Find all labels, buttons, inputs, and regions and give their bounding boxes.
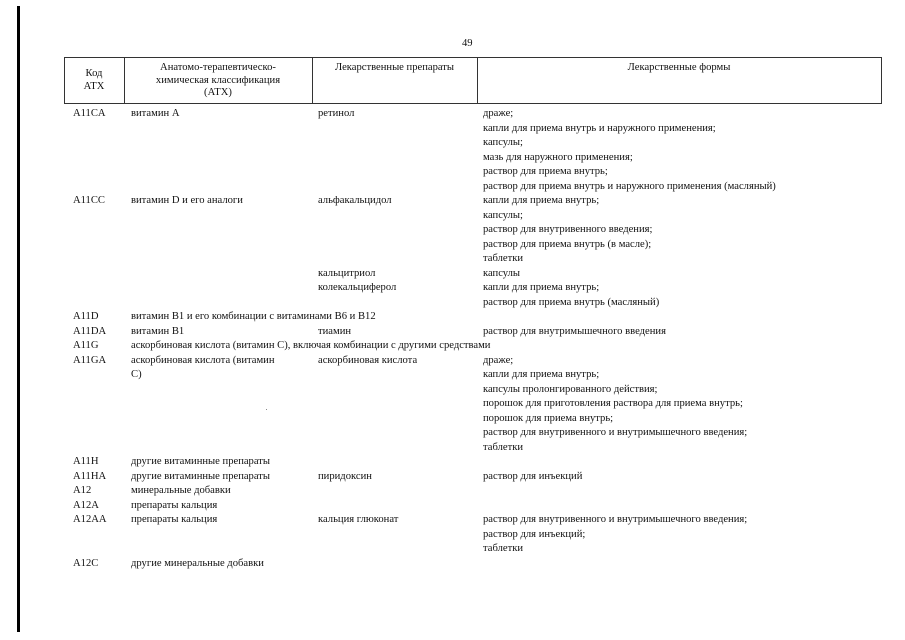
- atc-code: A11CA: [73, 108, 106, 119]
- atc-code: A11H: [73, 456, 99, 467]
- header-drugs-line: Лекарственные препараты: [334, 62, 455, 73]
- drug-name: колекальциферол: [318, 282, 397, 293]
- binder-edge-bar: [17, 6, 20, 632]
- dosage-form: капсулы пролонгированного действия;: [483, 383, 658, 395]
- atc-classification: витамин А: [131, 108, 180, 119]
- dosage-form: капсулы: [483, 267, 521, 279]
- drug-name: тиамин: [318, 325, 352, 337]
- atc-code: A12AA: [73, 514, 107, 525]
- dosage-form: драже;: [483, 108, 514, 119]
- atc-classification: витамин B1 и его комбинации с витаминами B6 и B12: [131, 311, 376, 322]
- dosage-form: драже;: [483, 354, 514, 366]
- atc-code: A12C: [73, 557, 99, 569]
- atc-classification: другие витаминные препараты: [131, 456, 271, 467]
- dosage-form: таблетки: [483, 441, 524, 453]
- header-code: [64, 68, 124, 93]
- header-dosage-forms: [477, 62, 881, 75]
- dosage-form: порошок для приготовления раствора для приема внутрь;: [483, 398, 743, 409]
- drug-name: кальция глюконат: [318, 514, 399, 525]
- dosage-form: раствор для приема внутрь (масляный): [483, 296, 660, 308]
- header-forms-line: Лекарственные формы: [627, 62, 731, 73]
- atc-code: A12A: [73, 499, 99, 511]
- drug-name: ретинол: [318, 108, 355, 119]
- header-bottom-border: [64, 103, 882, 104]
- header-drugs: [312, 62, 477, 75]
- dosage-form: раствор для инъекций: [483, 470, 583, 482]
- atc-classification: препараты кальция: [131, 499, 218, 511]
- page-number: 49: [462, 38, 473, 49]
- atc-code: A11D: [73, 311, 99, 322]
- atc-code: A11CC: [73, 195, 105, 206]
- dosage-form: капли для приема внутрь и наружного применения;: [483, 122, 716, 134]
- dosage-form: капсулы;: [483, 137, 523, 148]
- header-atc-line: (АТХ): [204, 87, 232, 98]
- drug-name: альфакальцидол: [318, 195, 392, 206]
- atc-classification: аскорбиновая кислота (витамин С), включая комбинации с другими средствами: [131, 340, 491, 351]
- atc-classification: витамин D и его аналоги: [131, 195, 243, 206]
- atc-classification: препараты кальция: [131, 514, 218, 525]
- drug-name: пиридоксин: [318, 470, 372, 482]
- dosage-form: раствор для внутривенного и внутримышечного введения;: [483, 514, 748, 525]
- dosage-form: раствор для приема внутрь и наружного применения (масляный): [483, 180, 776, 192]
- dosage-form: раствор для приема внутрь;: [483, 166, 608, 177]
- atc-classification: другие витаминные препараты: [131, 470, 271, 482]
- dosage-form: раствор для внутривенного введения;: [483, 224, 653, 235]
- atc-code: A11GA: [73, 354, 107, 366]
- dosage-form: капли для приема внутрь;: [483, 195, 600, 206]
- header-atc-line: химическая классификация: [155, 74, 281, 86]
- atc-code: A11HA: [73, 470, 107, 482]
- atc-code: A11DA: [73, 325, 107, 337]
- atc-classification: минеральные добавки: [131, 485, 231, 496]
- atc-classification: аскорбиновая кислота (витамин: [131, 354, 275, 366]
- dosage-form: капсулы;: [483, 209, 523, 221]
- header-right-border: [881, 57, 882, 104]
- dosage-form: раствор для внутримышечного введения: [483, 325, 666, 337]
- header-atc-classification: [124, 62, 312, 100]
- atc-classification: другие минеральные добавки: [131, 557, 264, 569]
- header-code-line: Код: [85, 68, 103, 79]
- header-top-border: [64, 57, 882, 58]
- atc-classification: витамин B1: [131, 325, 185, 337]
- dosage-form: капли для приема внутрь;: [483, 369, 600, 380]
- dosage-form: капли для приема внутрь;: [483, 282, 600, 293]
- header-atc-line: Анатомо-терапевтическо-: [160, 62, 276, 73]
- dosage-form: раствор для инъекций;: [483, 528, 586, 540]
- dosage-form: мазь для наружного применения;: [483, 151, 633, 163]
- scan-speck: [266, 409, 267, 410]
- atc-code: A11G: [73, 340, 99, 351]
- header-code-line: АТХ: [83, 80, 105, 92]
- dosage-form: таблетки: [483, 253, 524, 264]
- atc-classification: С): [131, 369, 142, 380]
- dosage-form: раствор для приема внутрь (в масле);: [483, 238, 652, 250]
- dosage-form: таблетки: [483, 543, 524, 554]
- drug-name: кальцитриол: [318, 267, 376, 279]
- dosage-form: раствор для внутривенного и внутримышечного введения;: [483, 427, 748, 438]
- drug-name: аскорбиновая кислота: [318, 354, 418, 366]
- atc-code: A12: [73, 485, 92, 496]
- dosage-form: порошок для приема внутрь;: [483, 412, 614, 424]
